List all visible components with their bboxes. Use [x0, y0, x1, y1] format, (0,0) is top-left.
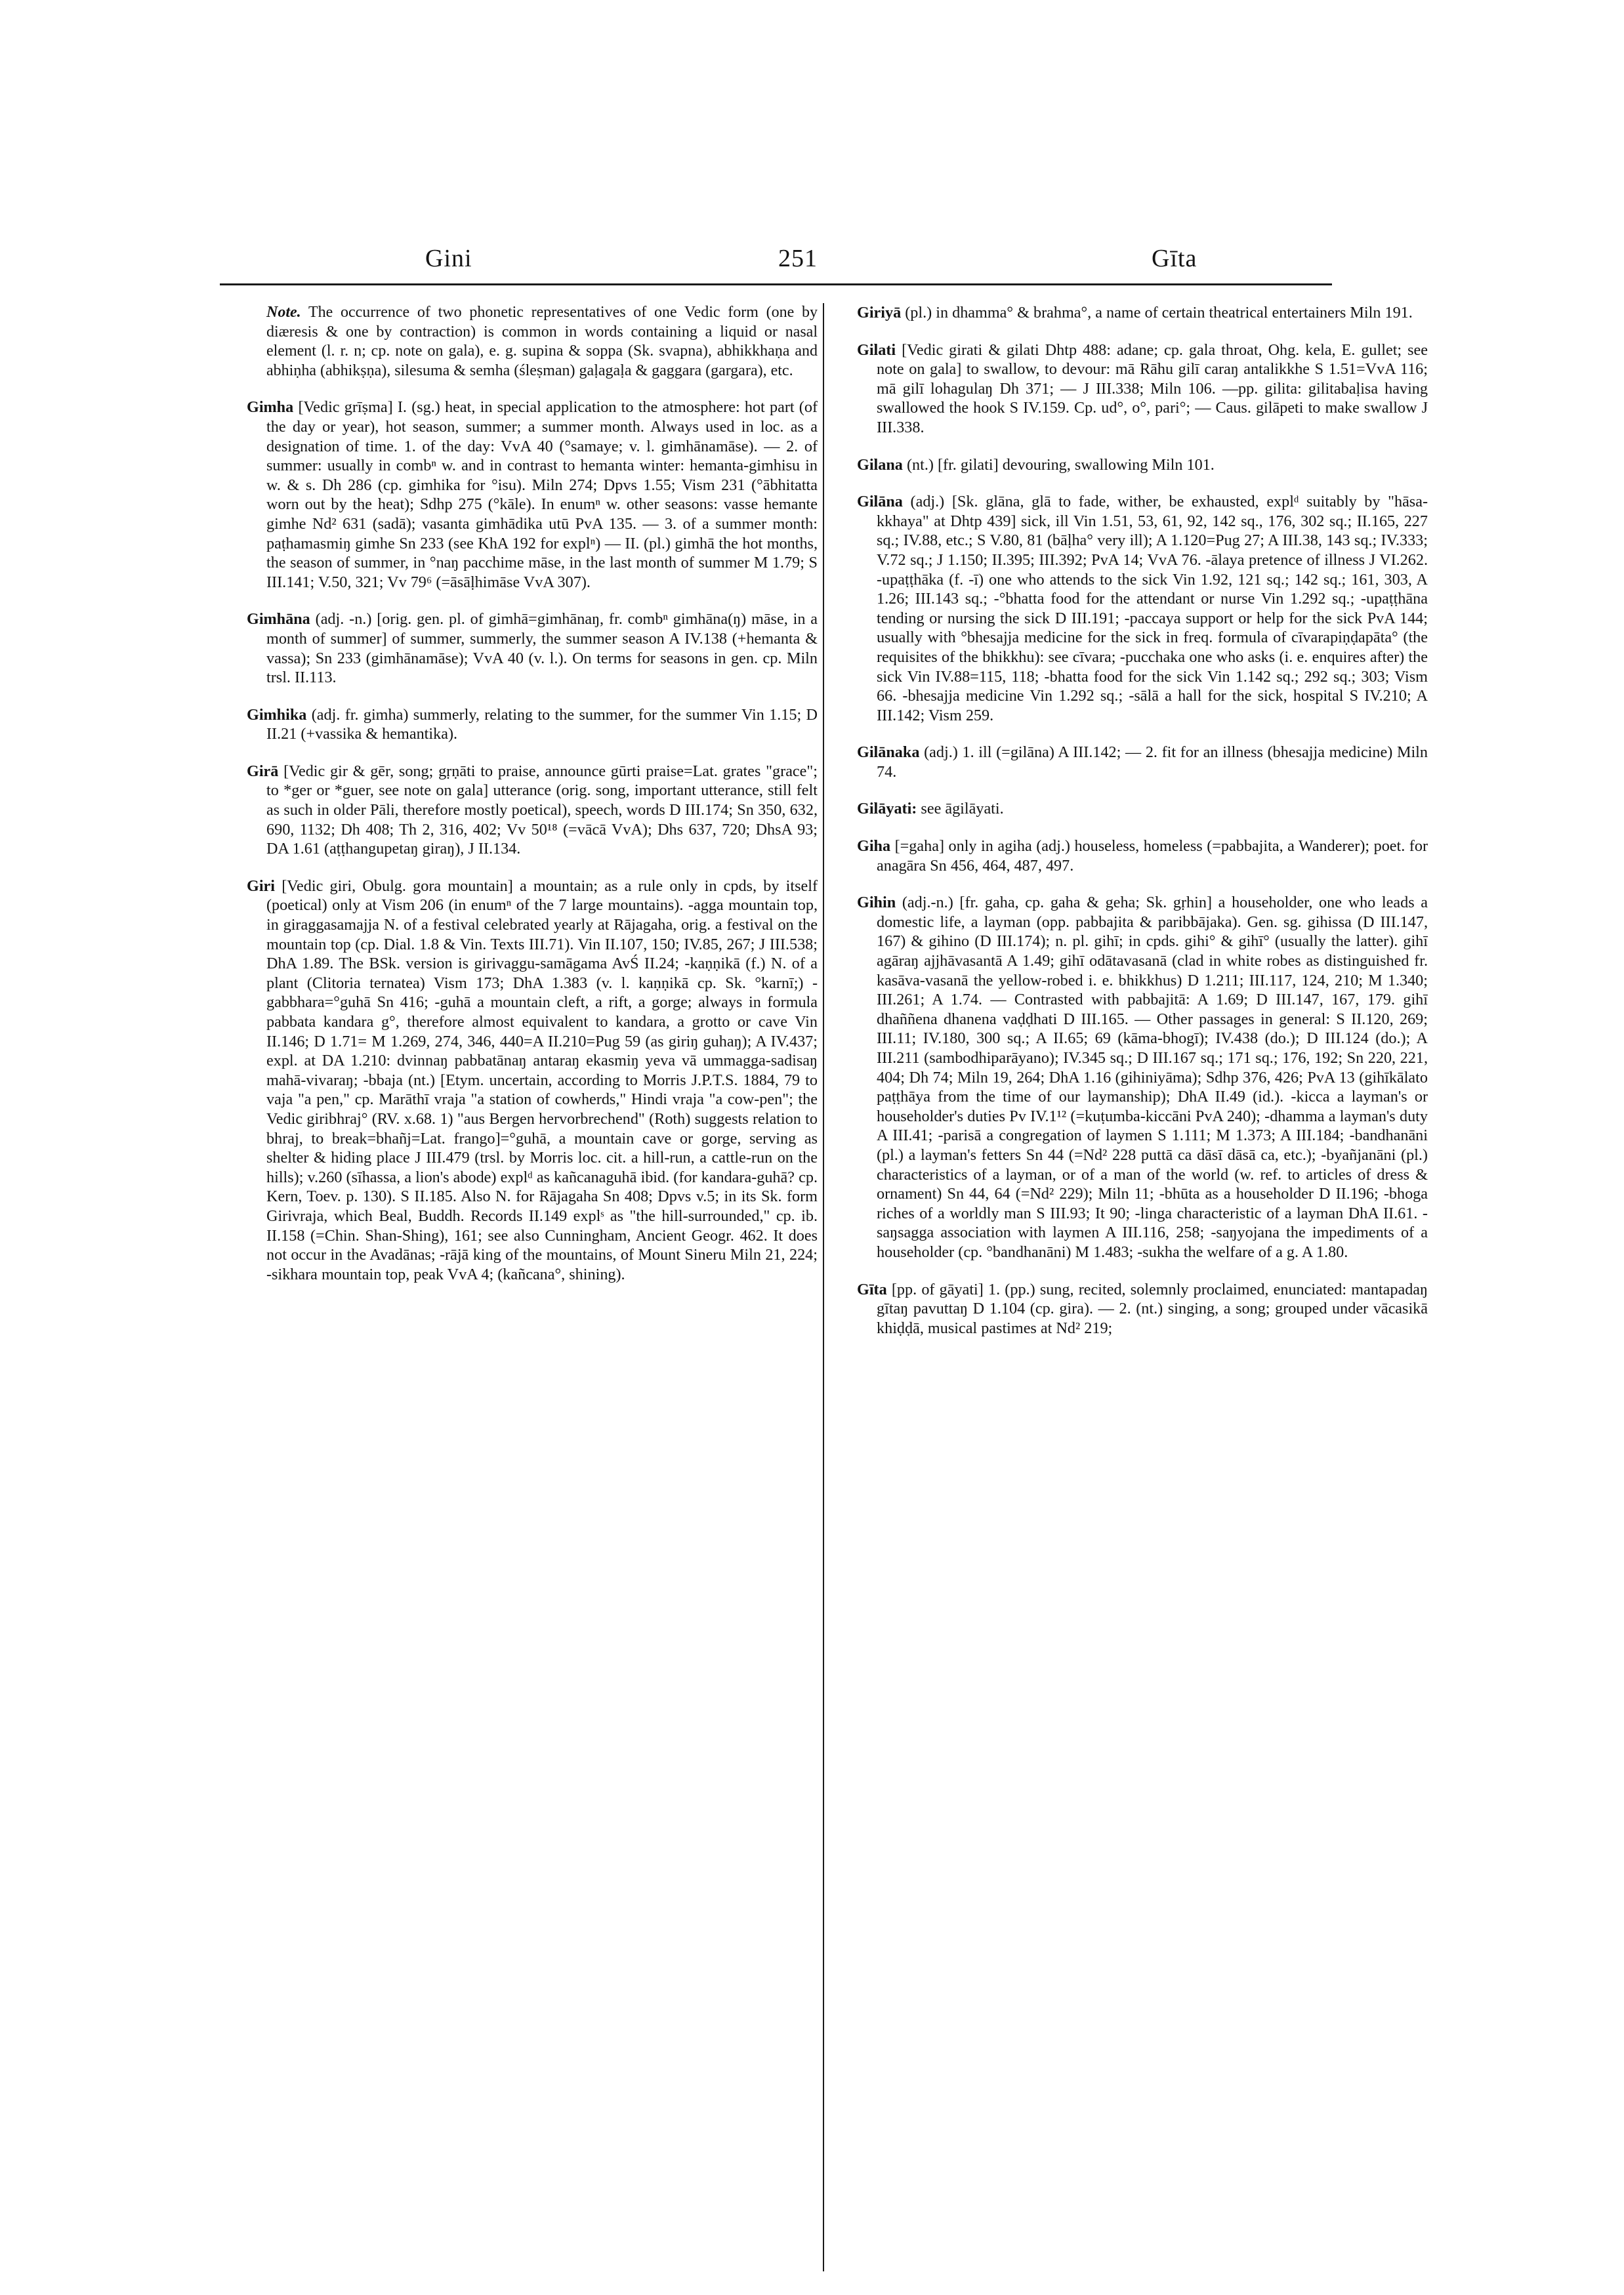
headword: Gīta	[857, 1280, 887, 1298]
entry-gimhana	[247, 610, 818, 687]
entry-gihin	[857, 893, 1428, 1262]
definition: [Vedic girati & gilati Dhtp 488: adane; cp. gala throat, Ohg. kela, E. gullet; see note on gala] to swallow, to devour: mā Rāhu gilī caraŋ antalikkhe S 1.51=VvA 116; mā gilī lohagulaŋ Dh 371; — J III.338; Miln 106. —pp. gilita: gilitabaḷisa having swallowed the hook S IV.159. Cp. ud°, o°, pari°; — Caus. gilāpeti to make swallow J III.338.	[877, 341, 1428, 436]
note-text: The occurrence of two phonetic representatives of one Vedic form (one by diæresis & one by contraction) is common in words containing a liquid or nasal element (l. r. n; cp. note on gala), e. g. supina & soppa (Sk. svapna), abhikkhaṇa and abhiṇha (abhikṣṇa), silesuma & semha (śleṣman) gaḷagaḷa & gaggara (gargara), etc.	[266, 304, 818, 379]
definition: [Vedic giri, Obulg. gora mountain] a mountain; as a rule only in cpds, by itself (poetical) only at Vism 206 (in enumⁿ of the 7 large mountains). -agga mountain top, in giraggasamajja N. of a festival celebrated yearly at Rājagaha, orig. a festival on the mountain top (cp. Dial. 1.8 & Vin. Texts III.71). Vin II.107, 150; IV.85, 267; J III.538; DhA 1.89. The BSk. version is girivaggu-samāgama AvŚ II.24; -kaṇṇikā (f.) N. of a plant (Clitoria ternatea) Vism 173; DhA 1.383 (v. l. kaṇṇikā cp. Sk. °karnī;) -gabbhara=°guhā Sn 416; -guhā a mountain cleft, a rift, a gorge; always in formula pabbata kandara g°, therefore almost equivalent to kandara, a grotto or cave Vin II.146; D 1.71= M 1.269, 274, 346, 440=A II.210=Pug 59 (as giriŋ guhaŋ); A IV.437; expl. at DA 1.210: dvinnaŋ pabbatānaŋ antaraŋ ekasmiŋ yeva vā ummagga-sadisaŋ mahā-vivaraŋ; -bbaja (nt.) [Etym. uncertain, according to Morris J.P.T.S. 1884, 79 to vaja "a pen," cp. Marāthī vraja "a station of cowherds," Hindi vraja "a cow-pen"; the Vedic giribhraj° (RV. x.68. 1) "aus Bergen hervorbrechend" (Roth) suggests relation to bhraj, to break=bhañj=Lat. frango]=°guhā, a mountain cave or gorge, serving as shelter & hiding place J III.479 (trsl. by Morris loc. cit. a hill-run, a cattle-run on the hills); v.260 (sīhassa, a lion's abode) explᵈ as kañcanaguhā ibid. (for kandara-guhā? cp. Kern, Toev. p. 130). S II.185. Also N. for Rājagaha Sn 408; Dpvs v.5; in its Sk. form Girivraja, which Beal, Buddh. Records II.149 explˢ as "the hill-surrounded," cp. ib. II.158 (=Chin. Shan-Shing), 161; see also Cunningham, Ancient Geogr. 462. It does not occur in the Avadānas; -rājā king of the mountains, of Mount Sineru Miln 21, 224; -sikhara mountain top, peak VvA 4; (kañcana°, shining).	[266, 877, 818, 1283]
definition: (adj. -n.) [orig. gen. pl. of gimhā=gimhānaŋ, fr. combⁿ gimhāna(ŋ) māse, in a month of summer] of summer, summerly, the summer season A IV.138 (+hemanta & vassa); Sn 233 (gimhānamāse); VvA 40 (v. l.). On terms for seasons in gen. cp. Miln trsl. II.113.	[266, 610, 818, 687]
headword: Gimhāna	[247, 610, 310, 629]
headword: Gimhika	[247, 705, 307, 724]
definition: (nt.) [fr. gilati] devouring, swallowing Miln 101.	[906, 455, 1215, 474]
headword: Gilānaka	[857, 743, 920, 762]
headword: Gilāna	[857, 493, 903, 511]
definition: [Vedic grīṣma] I. (sg.) heat, in special application to the atmosphere: hot part (of the day or year), hot season, summer; a summer month. Always used in loc. as a designation of time. 1. of the day: VvA 40 (°samaye; v. l. gimhānamāse). — 2. of summer: usually in combⁿ w. and in contrast to hemanta winter: hemanta-gimhisu in w. & s. Dh 286 (cp. gimhika for °isu). Miln 274; Dpvs 1.55; Vism 231 (°ābhitatta worn out by the heat); Sdhp 275 (°kāle). In enumⁿ w. other seasons: vasse hemante gimhe Nd² 631 (sadā); vasanta gimhādika utū PvA 135. — 3. of a summer month: paṭhamasmiŋ gimhe Sn 233 (see KhA 192 for explⁿ) — II. (pl.) gimhā the hot months, the season of summer, in °naŋ pacchime māse, in the last month of summer M 1.79; S III.141; V.50, 321; Vv 79⁶ (=āsāḷhimāse VvA 307).	[266, 398, 818, 591]
entry-gilana-nt	[857, 455, 1428, 475]
entry-giri	[247, 877, 818, 1284]
headword: Girā	[247, 762, 279, 780]
note-label: Note.	[266, 304, 301, 321]
headword: Giha	[857, 837, 891, 856]
entry-giha	[857, 837, 1428, 875]
definition: (adj.-n.) [fr. gaha, cp. gaha & geha; Sk. gṛhin] a householder, one who leads a domestic life, a layman (opp. pabbajita & paribbājaka). Gen. sg. gihissa (D III.147, 167) & gihino (D III.174); n. pl. gihī; in cpds. gihi° & gihī° (usually the latter). gihī agāraŋ ajjhāvasantā A 1.49; gihī odātavasanā (clad in white robes as distinguished fr. kasāva-vasanā the yellow-robed i. e. bhikkhus) D 1.211; III.117, 124, 210; M 1.340; III.261; A 1.74. — Contrasted with pabbajitā: A 1.69; D III.147, 167, 179. gihī dhaññena dhanena vaḍḍhati D III.165. — Other passages in general: S II.120, 269; III.11; IV.180, 300 sq.; A II.65; 69 (kāma-bhogī); IV.438 (do.); D III.124 (do.); A III.211 (sambodhiparāyano); IV.345 sq.; D III.167 sq.; 171 sq.; 176, 192; Sn 220, 221, 404; Dh 74; Miln 19, 264; DhA 1.16 (gihiniyāma); Sdhp 376, 426; PvA 13 (gihīkālato paṭṭhāya from the time of our laymanship); DhA II.49 (id.). -kicca a layman's or householder's duties Pv IV.1¹² (=kuṭumba-kiccāni PvA 240); -dhamma a layman's duty A III.41; -parisā a congregation of laymen S 1.111; M 1.373; A III.184; -bandhanāni (pl.) a layman's fetters Sn 44 (=Nd² 228 puttā ca dāsī dāsā ca, etc.); -byañjanāni (pl.) characteristics of a layman, or of a man of the world (w. ref. to articles of dress & ornament) Sn 44, 64 (=Nd² 229); Miln 11; -bhūta as a householder D II.196; -bhoga riches of a worldly man S III.93; It 90; -linga characteristic of a layman DhA II.61. -saŋsagga association with laymen A III.116, 258; -saŋyojana the impediments of a householder (cp. °bandhanāni) M 1.483; -sukha the welfare of a g. A 1.80.	[877, 894, 1428, 1261]
headword: Giriyā	[857, 304, 902, 321]
entry-gilati	[857, 341, 1428, 438]
entry-gita	[857, 1280, 1428, 1338]
entry-gilana-adj	[857, 492, 1428, 725]
definition: [=gaha] only in agiha (adj.) houseless, homeless (=pabbajita, a Wanderer); poet. for anagāra Sn 456, 464, 487, 497.	[877, 837, 1428, 875]
entry-gimhika	[247, 705, 818, 744]
headword: Gilana	[857, 455, 903, 474]
headword: Gilāyati:	[857, 800, 917, 818]
entry-gilayati	[857, 799, 1428, 819]
entry-gira	[247, 762, 818, 859]
entry-giriya	[857, 303, 1428, 323]
definition: (pl.) in dhamma° & brahma°, a name of certain theatrical entertainers Miln 191.	[905, 304, 1413, 321]
entry-gimha	[247, 398, 818, 592]
right-column	[857, 303, 1428, 2265]
definition: see āgilāyati.	[921, 800, 1004, 818]
headword: Giri	[247, 877, 275, 895]
column-divider	[823, 303, 824, 2271]
definition: [Vedic gir & gēr, song; gṛṇāti to praise, announce gūrti praise=Lat. grates "grace"; to *ger or *guer, see note on gala] utterance (orig. song, important utterance, still felt as such in older Pāli, therefore mostly poetical), speech, words D III.174; Sn 350, 632, 690, 1132; Dh 408; Th 2, 316, 402; Vv 50¹⁸ (=vācā VvA); Dhs 637, 720; DhsA 93; DA 1.61 (aṭṭhangupetaŋ giraŋ), J II.134.	[266, 762, 818, 858]
headword: Gilati	[857, 341, 896, 359]
note-paragraph	[247, 303, 818, 381]
entry-gilanaka	[857, 743, 1428, 781]
left-column	[247, 303, 818, 2265]
running-head-left: Gini	[425, 245, 472, 272]
definition: (adj.) 1. ill (=gilāna) A III.142; — 2. fit for an illness (bhesajja medicine) Miln 74.	[877, 743, 1428, 781]
definition: (adj. fr. gimha) summerly, relating to the summer, for the summer Vin 1.15; D II.21 (+vassika & hemantika).	[266, 705, 818, 743]
definition: [pp. of gāyati] 1. (pp.) sung, recited, solemnly proclaimed, enunciated: mantapadaŋ gītaŋ pavuttaŋ D 1.104 (cp. gira). — 2. (nt.) singing, a song; grouped under vācasikā khiḍḍā, musical pastimes at Nd² 219;	[877, 1280, 1428, 1337]
definition: (adj.) [Sk. glāna, glā to fade, wither, be exhausted, explᵈ suitably by "hāsa-kkhaya" at Dhtp 439] sick, ill Vin 1.51, 53, 61, 92, 142 sq., 176, 302 sq.; II.165, 227 sq.; IV.88, etc.; S V.80, 81 (bāḷha° very ill); A 1.120=Pug 27; A III.38, 143 sq.; IV.333; V.72 sq.; J 1.150; II.395; III.392; PvA 14; VvA 76. -ālaya pretence of illness J VI.262. -upaṭṭhāka (f. -ī) one who attends to the sick Vin 1.92, 121 sq.; 142 sq.; 161, 303, A 1.26; III.143 sq.; -°bhatta food for the attendant or nurse Vin 1.292 sq.; -upaṭṭhāna tending or nursing the sick D III.191; -paccaya support or help for the sick PvA 144; usually with °bhesajja medicine for the sick in freq. formula of cīvarapiṇḍapāta° (the requisites of the bhikkhu): see cīvara; -pucchaka one who asks (i. e. enquires after) the sick Vin IV.88=115, 118; -bhatta food for the sick Vin 1.142 sq.; 292 sq.; 303; Vism 66. -bhesajja medicine Vin 1.292 sq.; -sālā a hall for the sick, hospital S IV.210; A III.142; Vism 259.	[877, 493, 1428, 724]
page-number: 251	[778, 245, 818, 272]
header-rule	[220, 283, 1332, 285]
headword: Gimha	[247, 398, 294, 417]
headword: Gihin	[857, 894, 896, 912]
running-head-right: Gīta	[1152, 245, 1197, 272]
